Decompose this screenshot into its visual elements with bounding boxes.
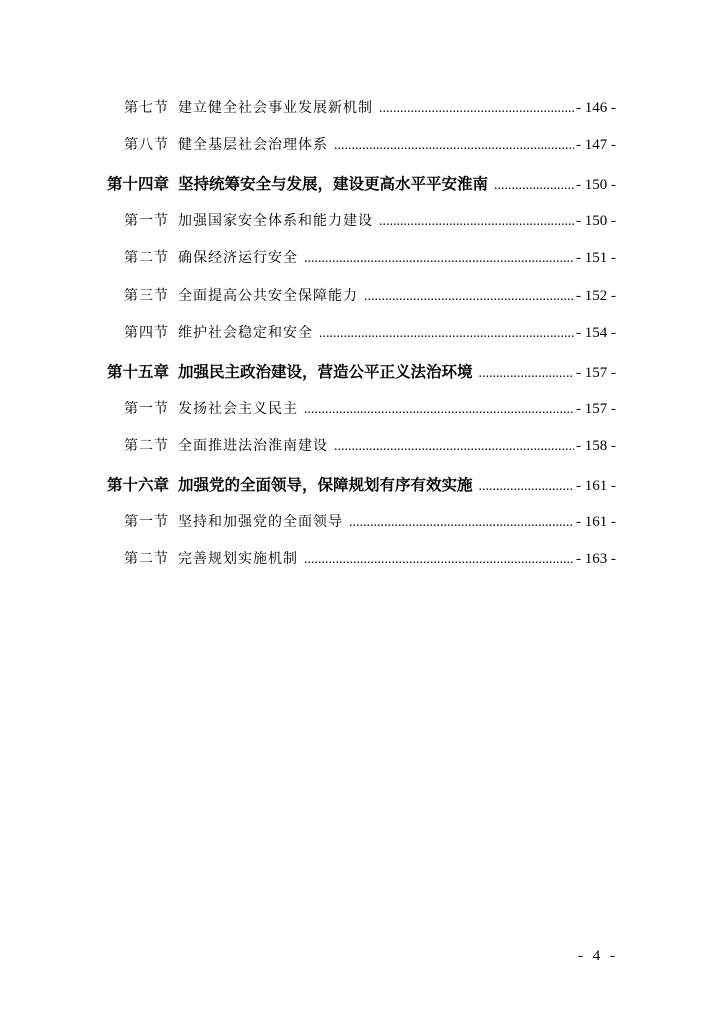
toc-entry-text: 完善规划实施机制	[178, 551, 298, 567]
toc-leader-dots	[494, 178, 574, 194]
page-number: - 4 -	[578, 948, 618, 964]
toc-leader-dots	[319, 326, 574, 342]
toc-leader-dots	[334, 138, 574, 154]
toc-entry[interactable]	[124, 511, 616, 531]
toc-entry-title	[107, 172, 488, 194]
toc-entry-label: 第四节	[124, 325, 169, 341]
toc-entry[interactable]	[124, 210, 616, 230]
toc-entry-title	[124, 398, 298, 418]
toc-leader-dots	[479, 366, 574, 382]
toc-leader-dots	[304, 251, 574, 267]
toc-entry-text: 确保经济运行安全	[178, 250, 298, 266]
toc-entry-text: 坚持统筹安全与发展，建设更高水平平安淮南	[178, 175, 489, 193]
toc-entry-text: 加强党的全面领导，保障规划有序有效实施	[178, 476, 473, 494]
toc-entry-label: 第十五章	[107, 363, 170, 381]
toc-entry-label: 第一节	[124, 514, 169, 530]
toc-entry-page: - 157 -	[576, 401, 616, 417]
toc-entry-page: - 154 -	[576, 325, 616, 341]
toc-entry-title	[124, 548, 298, 568]
toc-leader-dots	[304, 552, 574, 568]
toc-entry-title	[124, 247, 298, 267]
toc-entry-label: 第一节	[124, 213, 169, 229]
toc-entry[interactable]	[124, 285, 616, 305]
toc-chapter-entry[interactable]	[107, 473, 616, 495]
toc-leader-dots	[379, 214, 574, 230]
toc-entry-text: 维护社会稳定和安全	[178, 325, 313, 341]
toc-entry-title	[124, 511, 343, 531]
toc-entry-page: - 157 -	[576, 365, 616, 381]
toc-leader-dots	[364, 289, 574, 305]
toc-entry-label: 第一节	[124, 401, 169, 417]
toc-entry-title	[124, 322, 313, 342]
toc-entry[interactable]	[124, 134, 616, 154]
toc-entry-page: - 152 -	[576, 288, 616, 304]
toc-entry-page: - 147 -	[576, 137, 616, 153]
toc-entry[interactable]	[124, 322, 616, 342]
toc-entry-page: - 150 -	[576, 177, 616, 193]
toc-entry-title	[124, 134, 328, 154]
toc-entry-text: 发扬社会主义民主	[178, 401, 298, 417]
toc-entry-label: 第十四章	[107, 175, 170, 193]
toc-leader-dots	[304, 402, 574, 418]
toc-entry-label: 第二节	[124, 438, 169, 454]
toc-entry[interactable]	[124, 435, 616, 455]
toc-entry[interactable]	[124, 398, 616, 418]
toc-entry-page: - 161 -	[576, 514, 616, 530]
toc-entry-text: 全面推进法治淮南建设	[178, 438, 328, 454]
toc-leader-dots	[479, 479, 574, 495]
toc-entry-title	[107, 473, 473, 495]
toc-entry-page: - 150 -	[576, 213, 616, 229]
toc-chapter-entry[interactable]	[107, 172, 616, 194]
toc-entry-title	[124, 210, 373, 230]
toc-entry-text: 加强民主政治建设，营造公平正义法治环境	[178, 363, 473, 381]
toc-entry-label: 第三节	[124, 288, 169, 304]
toc-entry-label: 第七节	[124, 100, 169, 116]
toc-entry-text: 健全基层社会治理体系	[178, 137, 328, 153]
toc-entry-label: 第二节	[124, 551, 169, 567]
toc-entry-text: 加强国家安全体系和能力建设	[178, 213, 373, 229]
toc-entry-title	[124, 285, 358, 305]
toc-entry-page: - 151 -	[576, 250, 616, 266]
toc-entry-title	[124, 97, 373, 117]
toc-leader-dots	[379, 101, 574, 117]
toc-entry-page: - 163 -	[576, 551, 616, 567]
toc-entry-text: 建立健全社会事业发展新机制	[178, 100, 373, 116]
toc-leader-dots	[334, 439, 574, 455]
toc-entry-label: 第十六章	[107, 476, 170, 494]
toc-entry[interactable]	[124, 247, 616, 267]
toc-entry-label: 第二节	[124, 250, 169, 266]
toc-entry-text: 坚持和加强党的全面领导	[178, 514, 343, 530]
toc-entry-text: 全面提高公共安全保障能力	[178, 288, 358, 304]
toc-entry[interactable]	[124, 548, 616, 568]
toc-entry[interactable]	[124, 97, 616, 117]
toc-entry-page: - 161 -	[576, 478, 616, 494]
toc-leader-dots	[349, 515, 574, 531]
toc-entry-title	[124, 435, 328, 455]
toc-entry-page: - 158 -	[576, 438, 616, 454]
toc-entry-label: 第八节	[124, 137, 169, 153]
toc-chapter-entry[interactable]	[107, 360, 616, 382]
toc-entry-page: - 146 -	[576, 100, 616, 116]
toc-entry-title	[107, 360, 473, 382]
